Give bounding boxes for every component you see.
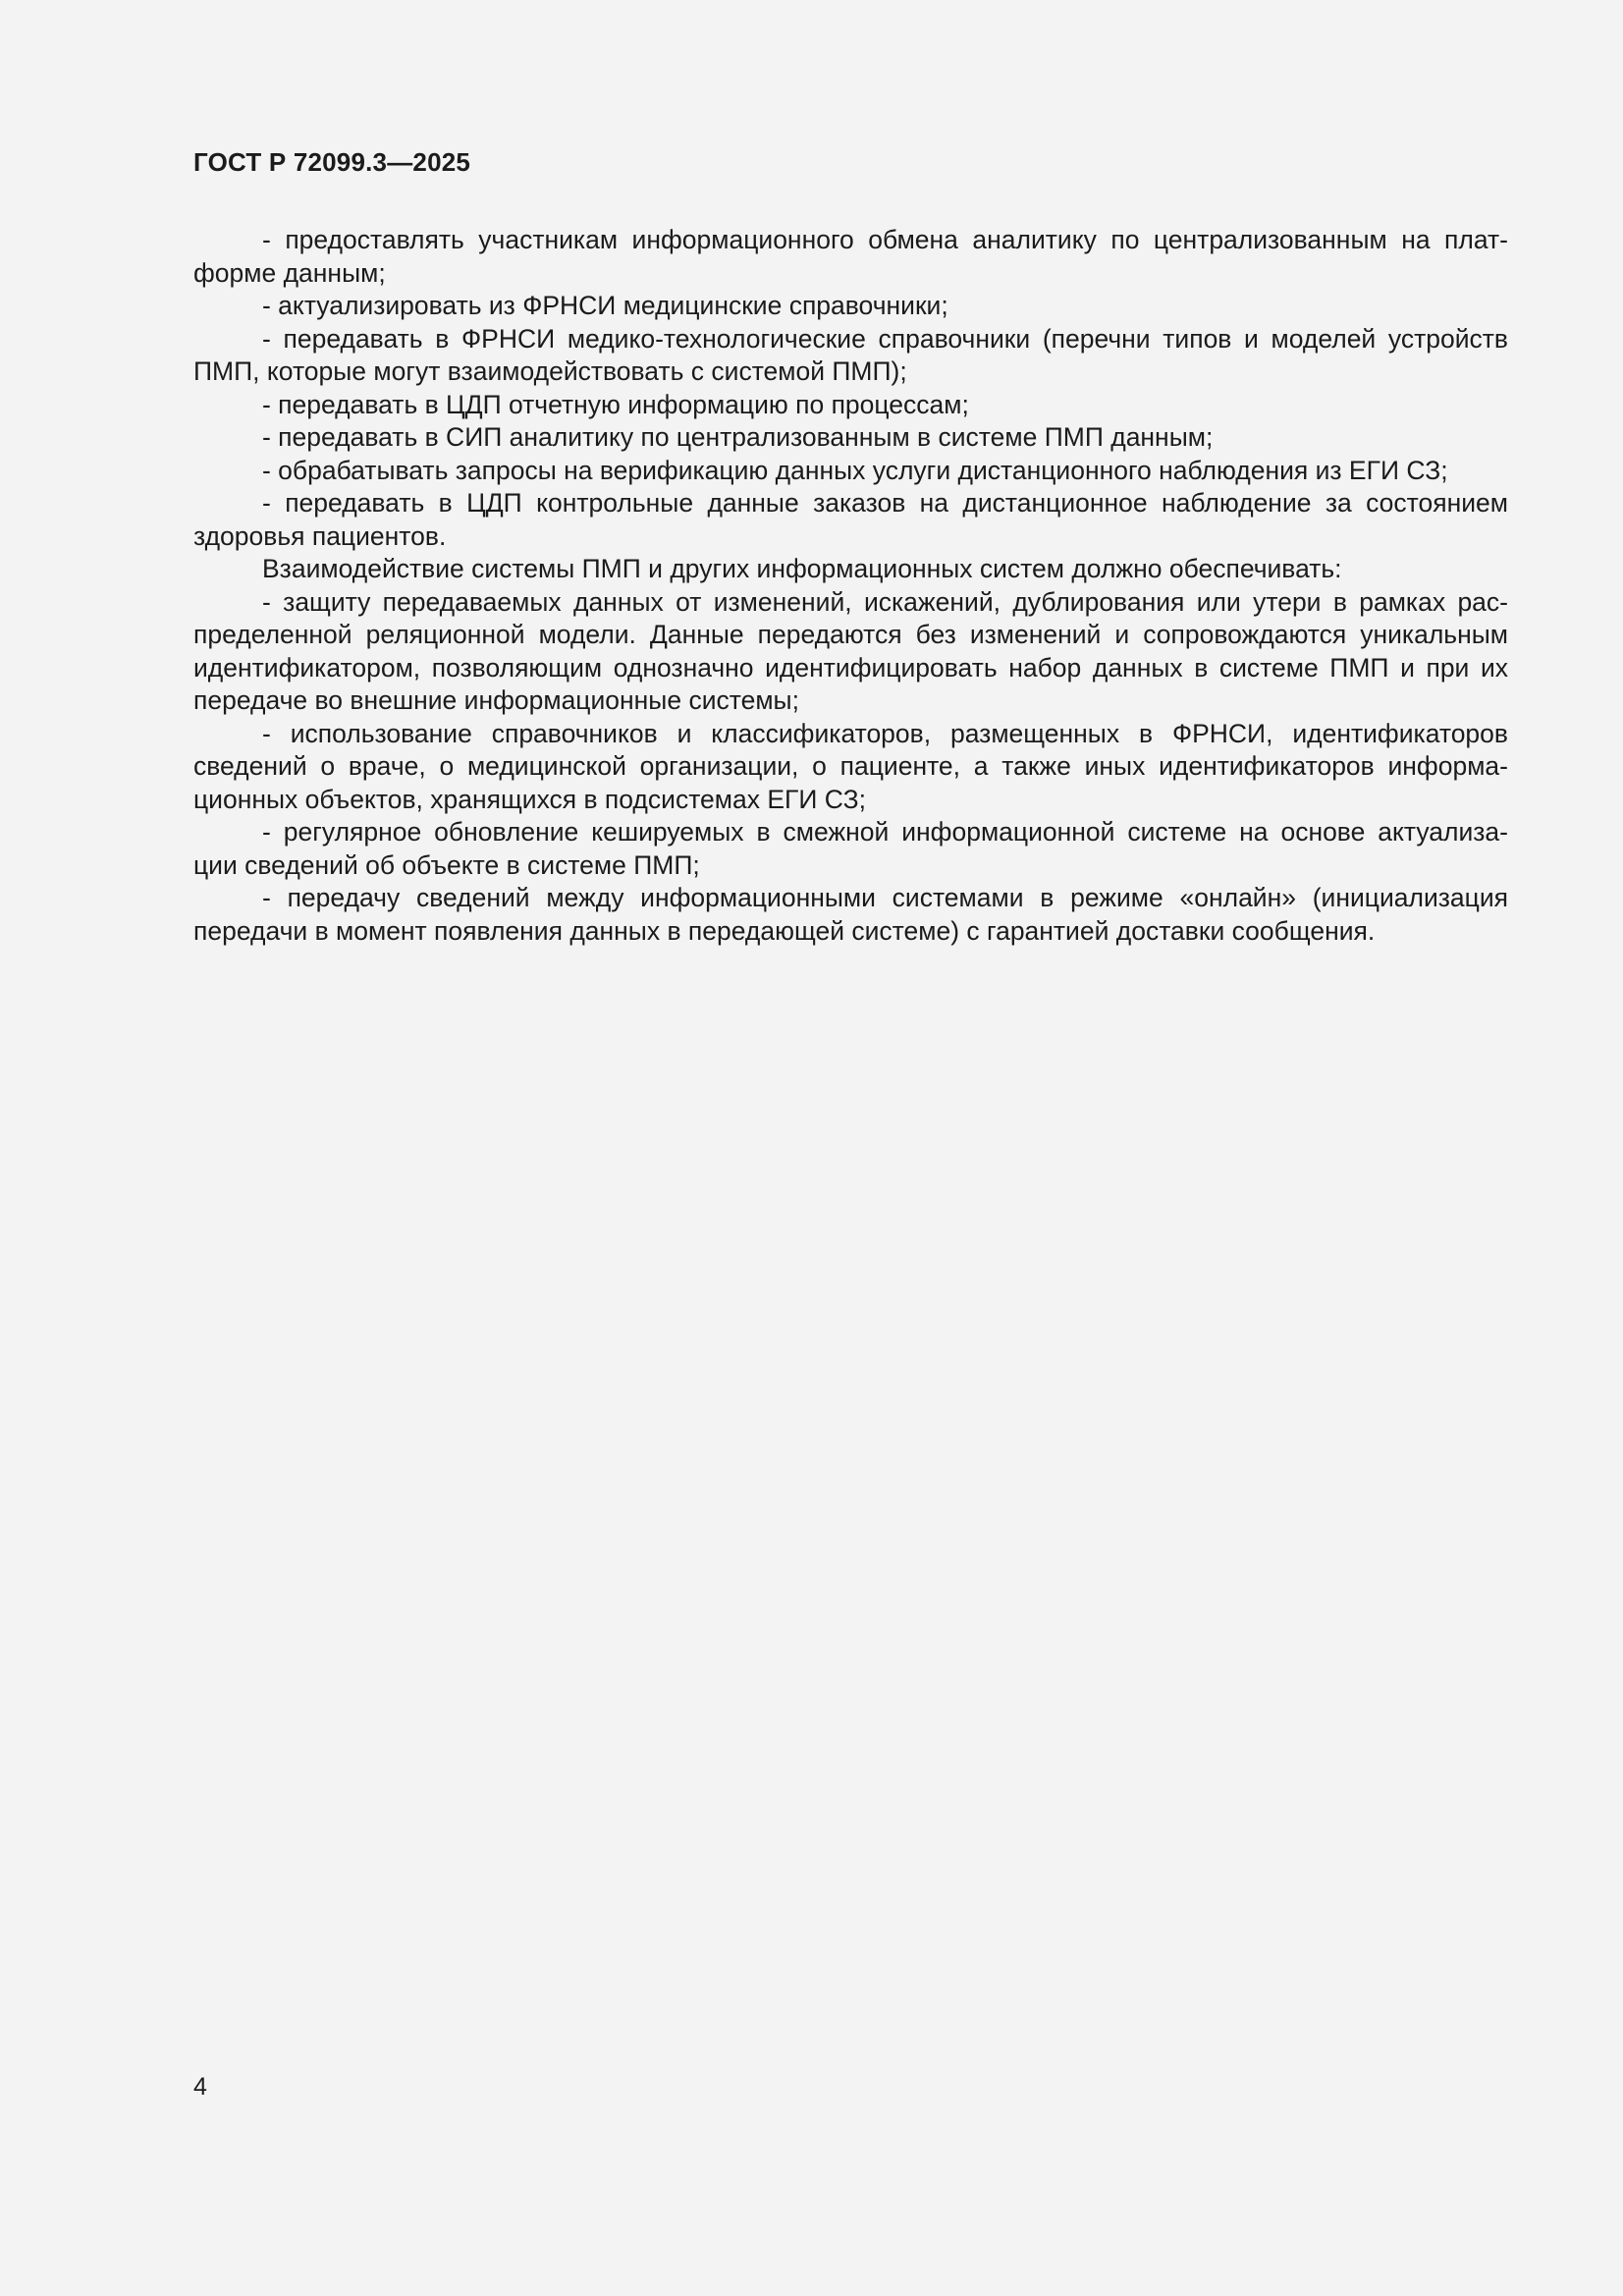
list-item-send-med-tech-references [193,323,1508,389]
list-item-verification-requests [193,455,1508,488]
line: здоровья пациентов. [193,520,447,551]
line: пределенной реляционной модели. Данные передаются без изменений и сопровождаются уникальным [193,620,1508,649]
body-text [193,224,1508,948]
line: - передавать в ФРНСИ медико-технологические справочники (перечни типов и моделей устройств [262,323,1508,354]
line: передачи в момент появления данных в передающей системе) с гарантией доставки сообщения. [193,915,1376,946]
line: идентификатором, позволяющим однозначно идентифицировать набор данных в системе ПМП и при их [193,652,1508,683]
list-item-reporting [193,389,1508,422]
line: передаче во внешние информационные системы; [193,685,799,715]
line: сведений о враче, о медицинской организации, о пациенте, а также иных идентификаторов информа- [193,751,1508,781]
line: - актуализировать из ФРНСИ медицинские справочники; [262,291,948,320]
line: - использование справочников и классификаторов, размещенных в ФРНСИ, идентификаторов [262,718,1508,748]
list-item-cache-update [193,816,1508,882]
line: ПМП, которые могут взаимодействовать с системой ПМП); [193,356,907,386]
paragraph-interaction-intro [193,553,1508,586]
document-code-header: ГОСТ Р 72099.3—2025 [193,147,471,177]
list-item-online-transfer [193,882,1508,948]
line: - передавать в ЦДП контрольные данные заказов на дистанционное наблюдение за состоянием [262,488,1508,518]
line: форме данным; [193,257,386,288]
line: ционных объектов, хранящихся в подсистемах ЕГИ СЗ; [193,784,866,814]
line: - обрабатывать запросы на верификацию данных услуги дистанционного наблюдения из ЕГИ СЗ; [262,455,1448,485]
line: - передавать в СИП аналитику по централизованным в системе ПМП данным; [262,422,1214,452]
list-item-use-references [193,718,1508,817]
line: - регулярное обновление кешируемых в смежной информационной системе на основе актуализа- [262,817,1508,847]
page-number: 4 [193,2073,207,2101]
line: - передачу сведений между информационными системами в режиме «онлайн» (инициализация [262,883,1508,912]
line: - передавать в ЦДП отчетную информацию по процессам; [262,389,969,419]
line: ции сведений об объекте в системе ПМП; [193,849,700,880]
line: - предоставлять участникам информационного обмена аналитику по централизованным на плат- [262,225,1508,254]
line: Взаимодействие системы ПМП и других информационных систем должно обеспечивать: [262,554,1342,583]
list-item-sip-analytics [193,421,1508,455]
list-item-analytics [193,224,1508,290]
line: - защиту передаваемых данных от изменений, искажений, дублирования или утери в рамках рас- [262,586,1508,617]
list-item-control-data [193,487,1508,553]
list-item-data-protection [193,586,1508,718]
list-item-update-references [193,290,1508,323]
